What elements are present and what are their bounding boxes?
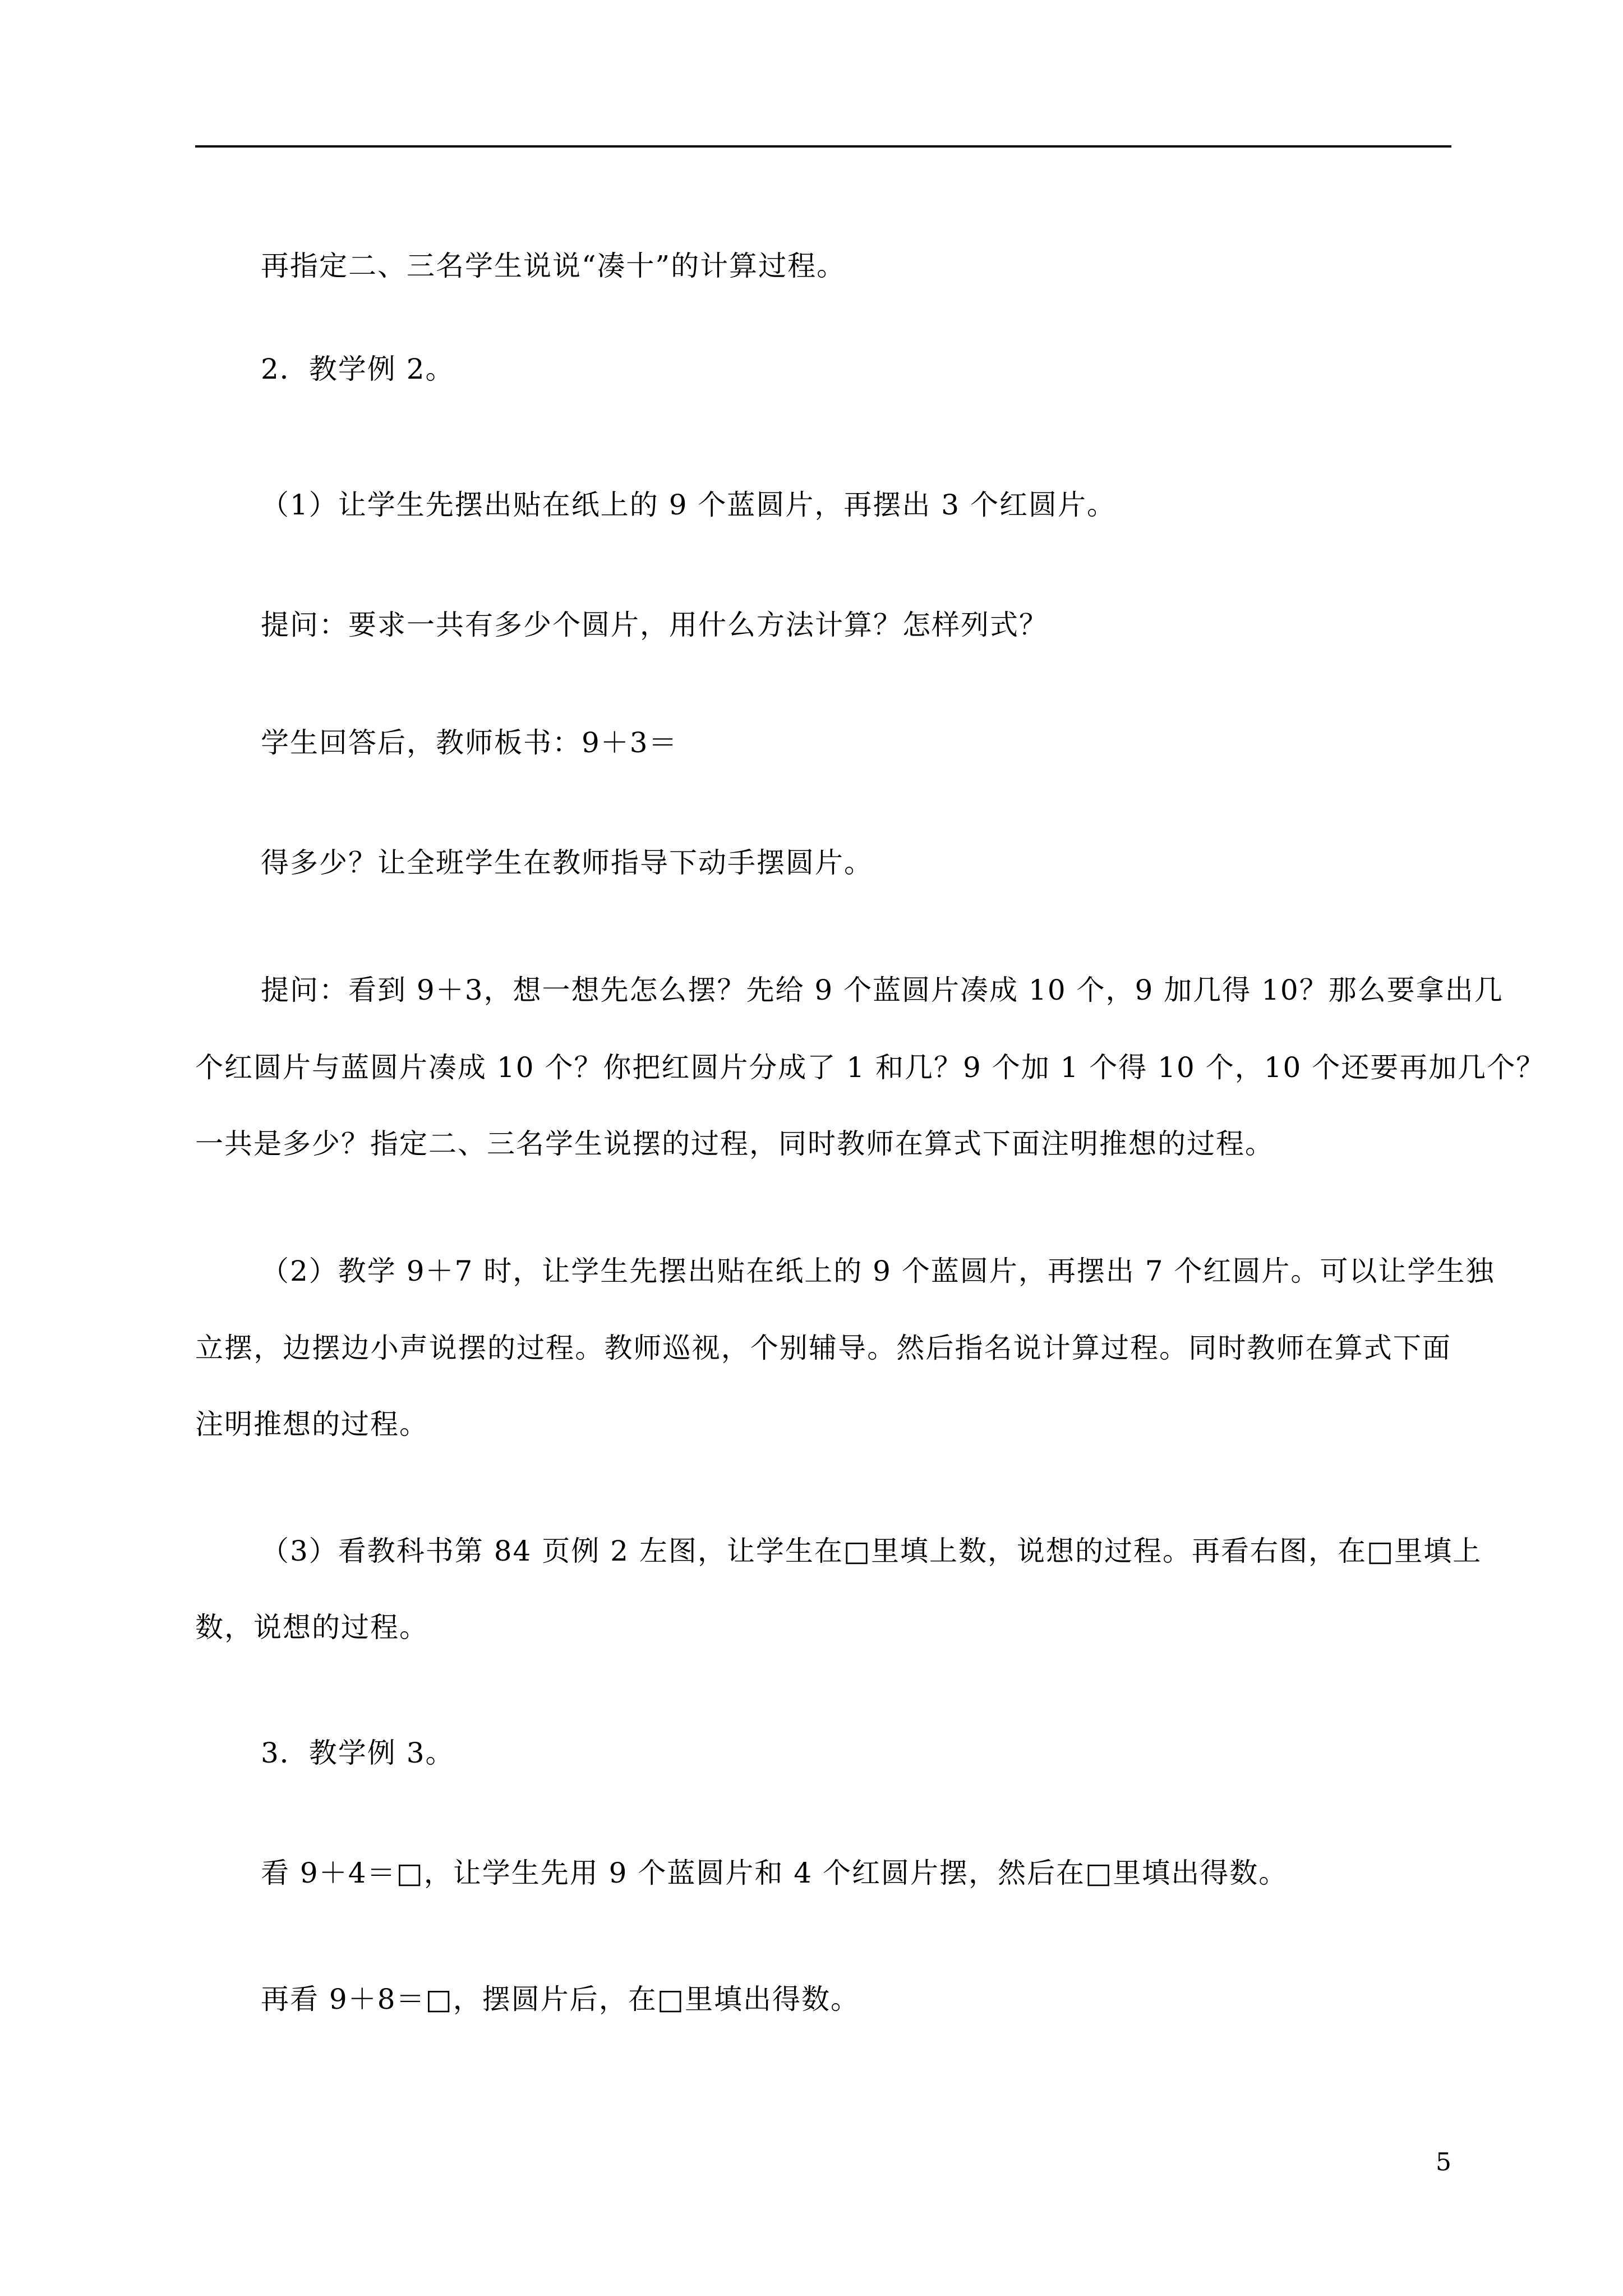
- paragraph-line: 个红圆片与蓝圆片凑成 10 个？你把红圆片分成了 1 和几？9 个加 1 个得 10 个，10 个还要再加几个？: [195, 1051, 1546, 1084]
- section-heading: 3．教学例 3。: [261, 1737, 455, 1769]
- paragraph-line: 注明推想的过程。: [195, 1408, 428, 1441]
- paragraph-line: 学生回答后，教师板书：9＋3＝: [261, 726, 678, 759]
- paragraph-line: 数，说想的过程。: [195, 1611, 428, 1644]
- page-number: 5: [1436, 2148, 1451, 2177]
- section-heading: 2．教学例 2。: [261, 353, 455, 385]
- paragraph-line: 得多少？让全班学生在教师指导下动手摆圆片。: [261, 846, 873, 879]
- paragraph-line: 提问：要求一共有多少个圆片，用什么方法计算？怎样列式？: [261, 609, 1048, 641]
- paragraph-line: 立摆，边摆边小声说摆的过程。教师巡视，个别辅导。然后指名说计算过程。同时教师在算式下面: [195, 1332, 1451, 1364]
- paragraph-line: 再看 9＋8＝□，摆圆片后，在□里填出得数。: [261, 1983, 860, 2016]
- paragraph-line: （2）教学 9＋7 时，让学生先摆出贴在纸上的 9 个蓝圆片，再摆出 7 个红圆片。可以让学生独: [261, 1255, 1495, 1287]
- paragraph-line: （3）看教科书第 84 页例 2 左图，让学生在□里填上数，说想的过程。再看右图，在□里填上: [261, 1535, 1482, 1567]
- paragraph-line: 看 9＋4＝□，让学生先用 9 个蓝圆片和 4 个红圆片摆，然后在□里填出得数。: [261, 1857, 1288, 1889]
- paragraph-line: 提问：看到 9＋3，想一想先怎么摆？先给 9 个蓝圆片凑成 10 个，9 加几得 10？那么要拿出几: [261, 974, 1504, 1006]
- header-rule: [195, 145, 1451, 148]
- paragraph-line: （1）让学生先摆出贴在纸上的 9 个蓝圆片，再摆出 3 个红圆片。: [261, 489, 1117, 521]
- paragraph-line: 一共是多少？指定二、三名学生说摆的过程，同时教师在算式下面注明推想的过程。: [195, 1128, 1274, 1160]
- paragraph-line: 再指定二、三名学生说说“凑十”的计算过程。: [261, 250, 846, 282]
